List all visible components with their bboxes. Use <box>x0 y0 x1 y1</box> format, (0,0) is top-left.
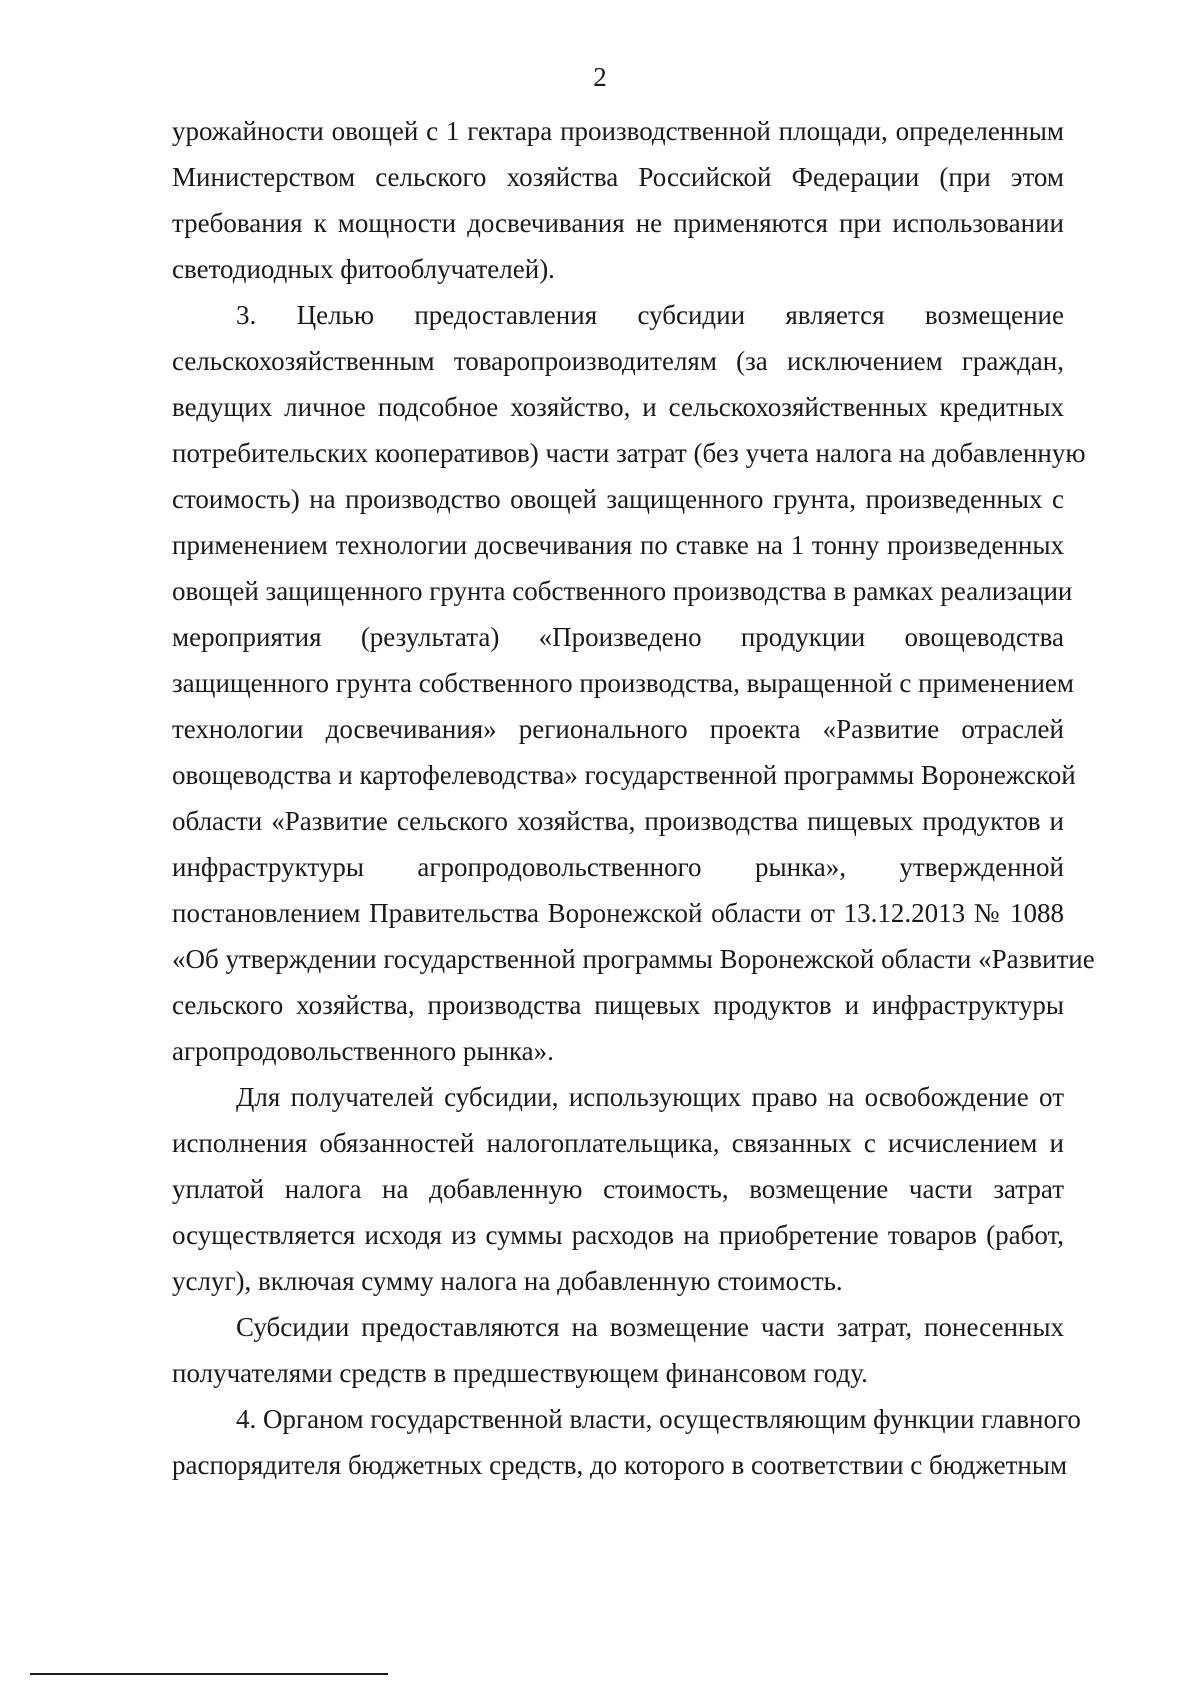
text-line: получателями средств в предшествующем финансовом году. <box>172 1358 868 1388</box>
text-line: Для получателей субсидии, использующих право на освобождение от <box>236 1082 1064 1112</box>
text-line: услуг), включая сумму налога на добавленную стоимость. <box>172 1266 843 1296</box>
text-line: инфраструктуры агропродовольственного рынка», утвержденной <box>172 852 1064 882</box>
text-line: ведущих личное подсобное хозяйство, и сельскохозяйственных кредитных <box>172 392 1064 422</box>
text-line: сельскохозяйственным товаропроизводителям (за исключением граждан, <box>172 346 1064 376</box>
text-line: светодиодных фитооблучателей). <box>172 254 555 284</box>
text-line: овощеводства и картофелеводства» государственной программы Воронежской <box>172 760 1076 790</box>
text-line: области «Развитие сельского хозяйства, производства пищевых продуктов и <box>172 806 1064 836</box>
text-line: защищенного грунта собственного производства, выращенной с применением <box>172 668 1074 698</box>
paragraph <box>172 108 1064 292</box>
paragraph <box>172 1304 1064 1396</box>
text-line: осуществляется исходя из суммы расходов на приобретение товаров (работ, <box>172 1220 1064 1250</box>
text-line: 3. Целью предоставления субсидии является возмещение <box>236 300 1064 330</box>
page-number: 2 <box>593 62 607 92</box>
paragraph <box>172 1074 1064 1304</box>
paragraph <box>172 1396 1081 1488</box>
text-line: Министерством сельского хозяйства Российской Федерации (при этом <box>172 162 1064 192</box>
text-line: потребительских кооперативов) части затрат (без учета налога на добавленную <box>172 438 1086 468</box>
text-line: урожайности овощей с 1 гектара производственной площади, определенным <box>172 116 1064 146</box>
text-line: овощей защищенного грунта собственного производства в рамках реализации <box>172 576 1073 606</box>
footer-rule <box>30 1673 388 1675</box>
text-line: стоимость) на производство овощей защищенного грунта, произведенных с <box>172 484 1064 514</box>
text-line: постановлением Правительства Воронежской области от 13.12.2013 № 1088 <box>172 898 1064 928</box>
text-line: распорядителя бюджетных средств, до которого в соответствии с бюджетным <box>172 1450 1068 1480</box>
text-line: Субсидии предоставляются на возмещение части затрат, понесенных <box>236 1312 1064 1342</box>
text-line: уплатой налога на добавленную стоимость, возмещение части затрат <box>172 1174 1064 1204</box>
text-line: мероприятия (результата) «Произведено продукции овощеводства <box>172 622 1064 652</box>
document-body <box>172 108 1095 1488</box>
text-line: применением технологии досвечивания по ставке на 1 тонну произведенных <box>172 530 1064 560</box>
text-line: требования к мощности досвечивания не применяются при использовании <box>172 208 1064 238</box>
text-line: исполнения обязанностей налогоплательщика, связанных с исчислением и <box>172 1128 1064 1158</box>
text-line: агропродовольственного рынка». <box>172 1036 554 1066</box>
paragraph <box>172 292 1095 1074</box>
text-line: 4. Органом государственной власти, осуществляющим функции главного <box>236 1404 1081 1434</box>
text-line: «Об утверждении государственной программы Воронежской области «Развитие <box>172 944 1095 974</box>
text-line: технологии досвечивания» регионального проекта «Развитие отраслей <box>172 714 1064 744</box>
text-line: сельского хозяйства, производства пищевых продуктов и инфраструктуры <box>172 990 1064 1020</box>
